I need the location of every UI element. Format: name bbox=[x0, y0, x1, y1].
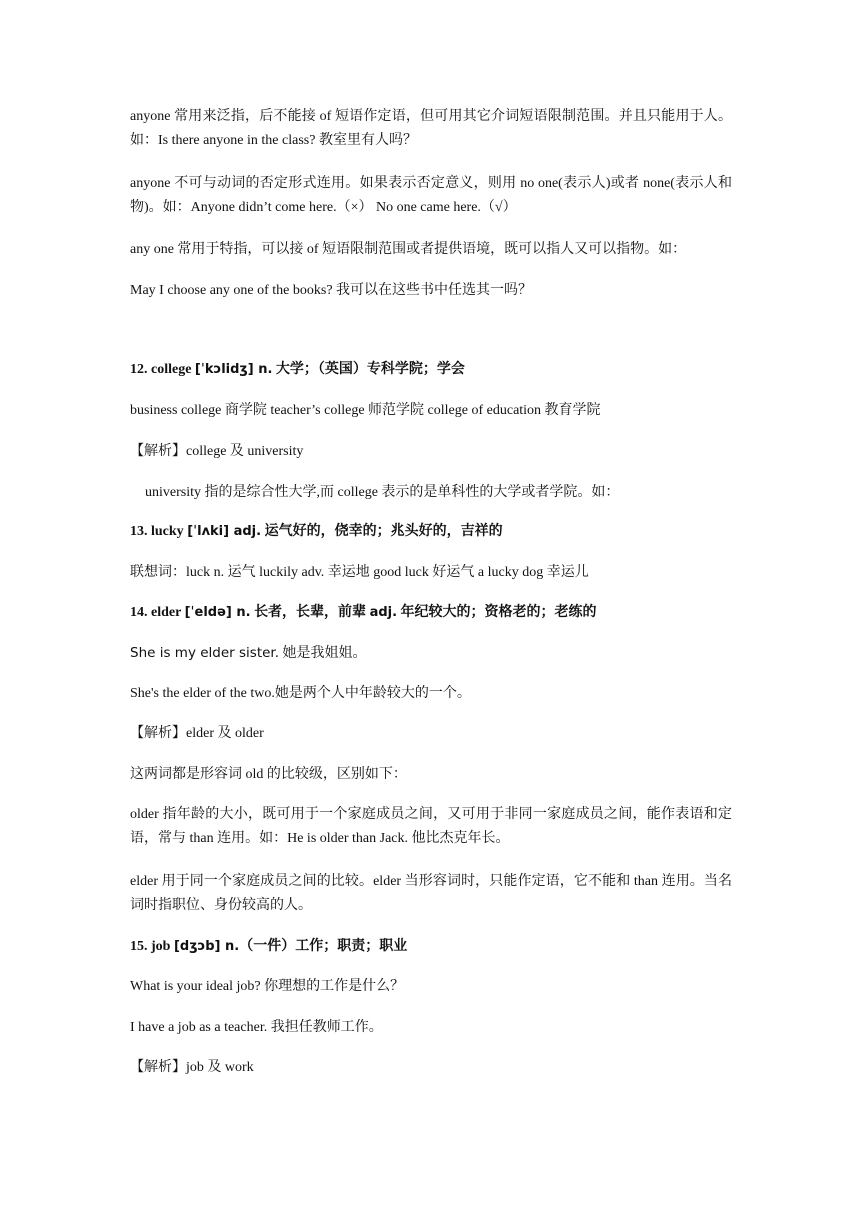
definition-adj: 年纪较大的；资格老的；老练的 bbox=[397, 605, 597, 620]
college-examples: business college 商学院 teacher’s college 师范学院 college of education 教育学院 bbox=[130, 403, 601, 418]
older-usage-note: older 指年龄的大小，既可用于一个家庭成员之间，又可用于非同一家庭成员之间，能作表语和定语，常与 than 连用。如：He is older than Jack. 他比杰克年长。 bbox=[130, 807, 732, 846]
paragraph-any-one-specific: any one 常用于特指，可以接 of 短语限制范围或者提供语境，既可以指人又可以指物。如： bbox=[130, 242, 687, 257]
phonetic-ipa: [ˈlʌki] adj. bbox=[187, 524, 262, 539]
definition: （一件）工作；职责；职业 bbox=[239, 939, 408, 954]
paragraph-any-one-example: May I choose any one of the books? 我可以在这些书中任选其一吗？ bbox=[130, 283, 533, 298]
lucky-related-words: 联想词：luck n. 运气 luckily adv. 幸运地 good luck 好运气 a lucky dog 幸运儿 bbox=[130, 565, 589, 580]
elder-analysis-title: 【解析】elder 及 older bbox=[130, 726, 264, 741]
head-word: 14. elder bbox=[130, 605, 185, 620]
phonetic-ipa: [ˈkɔlidʒ] n. bbox=[194, 362, 273, 377]
elder-example-1 bbox=[130, 641, 732, 666]
definition: 大学；（英国）专科学院；学会 bbox=[272, 362, 465, 377]
head-word: 15. job bbox=[130, 939, 174, 954]
college-analysis-title: 【解析】college 及 university bbox=[130, 444, 304, 459]
college-analysis-note: university 指的是综合性大学,而 college 表示的是单科性的大学或者学院。如： bbox=[145, 485, 620, 500]
elder-usage-note: elder 用于同一个家庭成员之间的比较。elder 当形容词时，只能作定语，它不能和 than 连用。当名词时指职位、身份较高的人。 bbox=[130, 874, 732, 913]
job-analysis-title: 【解析】job 及 work bbox=[130, 1060, 254, 1075]
head-word: 13. lucky bbox=[130, 524, 188, 539]
phonetic-ipa: [dʒɔb] n. bbox=[173, 939, 240, 954]
entry-heading-elder bbox=[130, 601, 732, 625]
definition-noun: 长者，长辈，前辈 bbox=[250, 605, 370, 620]
job-example-1: What is your ideal job? 你理想的工作是什么？ bbox=[130, 979, 405, 994]
job-example-2: I have a job as a teacher. 我担任教师工作。 bbox=[130, 1020, 383, 1035]
definition: 运气好的，侥幸的；兆头好的，吉祥的 bbox=[261, 524, 503, 539]
phonetic-ipa: [ˈeldə] n. bbox=[184, 605, 251, 620]
entry-heading-lucky bbox=[130, 520, 732, 544]
pos-adj: adj. bbox=[369, 605, 398, 620]
elder-example-2: She's the elder of the two.她是两个人中年龄较大的一个。 bbox=[130, 686, 471, 701]
paragraph-anyone-negative: anyone 不可与动词的否定形式连用。如果表示否定意义，则用 no one(表示人)或者 none(表示人和物)。如：Anyone didn’t come here.（×） No one came here.（√） bbox=[130, 176, 732, 215]
entry-heading-college bbox=[130, 358, 732, 382]
example-chinese: 她是我姐姐。 bbox=[279, 646, 367, 661]
head-word: 12. college bbox=[130, 362, 195, 377]
elder-analysis-intro: 这两词都是形容词 old 的比较级，区别如下： bbox=[130, 767, 407, 782]
entry-heading-job bbox=[130, 935, 732, 959]
example-english: She is my elder sister. bbox=[130, 645, 280, 661]
paragraph-anyone-general: anyone 常用来泛指，后不能接 of 短语作定语，但可用其它介词短语限制范围。并且只能用于人。如：Is there anyone in the class? 教室里有人吗？ bbox=[130, 109, 732, 148]
